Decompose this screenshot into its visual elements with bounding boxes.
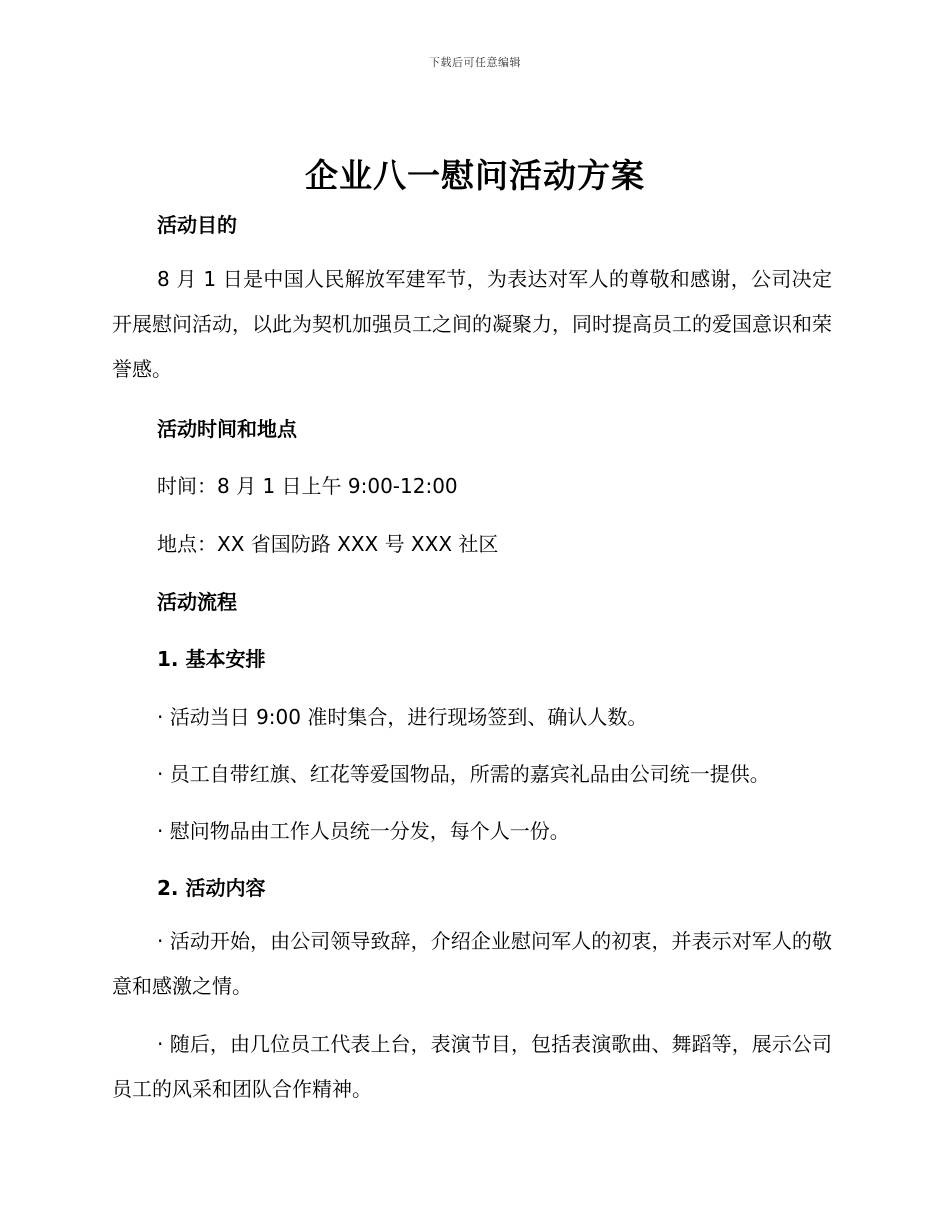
purpose-paragraph: 8 月 1 日是中国人民解放军建军节，为表达对军人的尊敬和感谢，公司决定开展慰问活动，以此为契机加强员工之间的凝聚力，同时提高员工的爱国意识和荣誉感。 <box>112 267 832 381</box>
section-heading-purpose: 活动目的 <box>157 213 237 237</box>
list-item: · 活动当日 9:00 准时集合，进行现场签到、确认人数。 <box>157 705 648 729</box>
list-item: · 员工自带红旗、红花等爱国物品，所需的嘉宾礼品由公司统一提供。 <box>157 762 770 786</box>
subheading-activity-content: 2. 活动内容 <box>157 876 266 900</box>
section-heading-process: 活动流程 <box>157 590 237 614</box>
list-item: · 活动开始，由公司领导致辞，介绍企业慰问军人的初衷，并表示对军人的敬意和感激之情。 <box>112 929 832 998</box>
list-item: · 慰问物品由工作人员统一分发，每个人一份。 <box>157 819 570 843</box>
document-title: 企业八一慰问活动方案 <box>305 156 645 195</box>
place-line: 地点：XX 省国防路 XXX 号 XXX 社区 <box>157 532 499 556</box>
list-item: · 随后，由几位员工代表上台，表演节目，包括表演歌曲、舞蹈等，展示公司员工的风采和团队合作精神。 <box>112 1032 832 1101</box>
subheading-basic-arrangement: 1. 基本安排 <box>157 647 266 671</box>
header-note: 下载后可任意编辑 <box>429 56 521 69</box>
section-heading-time-place: 活动时间和地点 <box>157 417 297 441</box>
time-line: 时间：8 月 1 日上午 9:00-12:00 <box>157 474 458 498</box>
